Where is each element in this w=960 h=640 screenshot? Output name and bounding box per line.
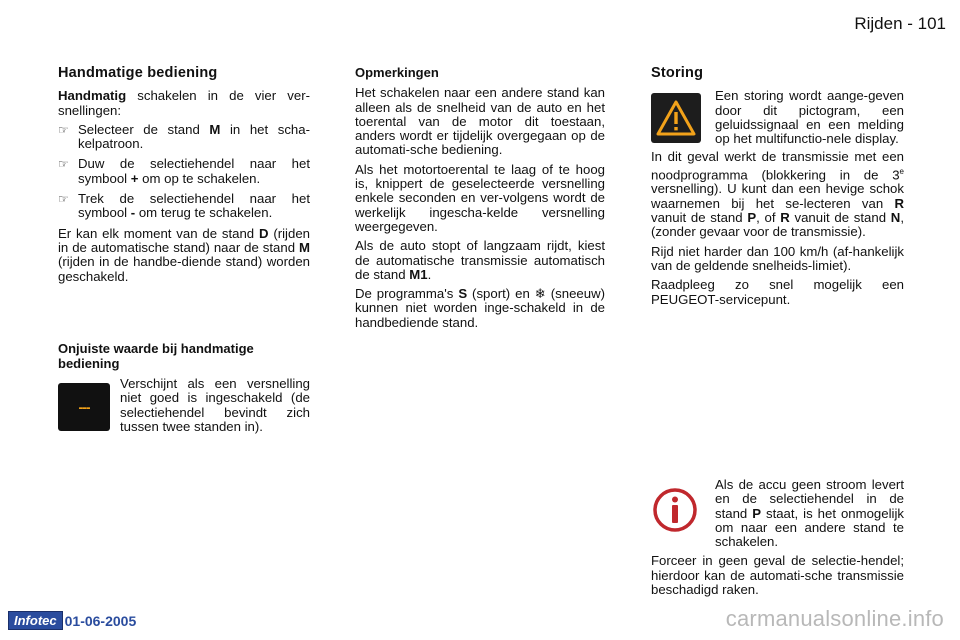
para-text: Als de auto stopt of langzaam rijdt, kiest de automatische transmissie automatisch de stand	[355, 238, 605, 282]
para-text: .	[427, 266, 432, 282]
pointing-hand-icon: ☞	[58, 157, 69, 172]
remarks-paragraph	[355, 287, 605, 330]
info-circle-icon	[651, 486, 699, 534]
para-bold: S	[458, 286, 468, 302]
fault-warning-text: Een storing wordt aange-geven door dit pictogram, een geluidssignaal en een melding op het multifunctio-nele display.	[715, 88, 904, 147]
snowflake-icon: ❄	[534, 286, 546, 302]
remarks-paragraph	[355, 239, 605, 282]
watermark: carmanualsonline.info	[725, 606, 944, 631]
para-text: In dit geval werkt de transmissie met een noodprogramma (blokkering in de 3	[651, 149, 904, 183]
manual-paragraph	[58, 227, 310, 284]
pointing-hand-icon: ☞	[58, 122, 69, 137]
wrong-gear-text: Verschijnt als een versnelling niet goed is ingeschakeld (de selectiehendel bevindt zich tussen twee standen in).	[120, 376, 310, 434]
intro-text: schakelen in de vier ver-snellingen:	[58, 88, 310, 118]
fault-warning-block	[651, 89, 904, 146]
intro-bold: Handmatig	[58, 88, 127, 104]
fault-paragraph: Rijd niet harder dan 100 km/h (af-hankelijk van de geldende snelheids-limiet).	[651, 243, 904, 273]
para-text: vanuit de stand	[651, 210, 748, 226]
section-heading-remarks: Opmerkingen	[355, 65, 439, 80]
pointing-hand-icon: ☞	[58, 192, 69, 207]
middle-column	[355, 66, 605, 335]
fault-paragraph	[651, 150, 904, 239]
bullet-text: om op te schakelen.	[138, 170, 261, 186]
wrong-gear-icon-text: ---	[78, 399, 90, 415]
footer-date: 01-06-2005	[64, 612, 137, 629]
list-item	[58, 123, 310, 152]
para-text: (sneeuw) kunnen niet worden inge-schakeld in de handbediende stand.	[355, 286, 606, 330]
list-item	[58, 192, 310, 221]
para-text: , of	[756, 210, 781, 226]
section-heading-wrong-gear: Onjuiste waarde bij handmatige bediening	[58, 341, 254, 371]
bullet-text: Trek de selectiehendel naar het symbool	[78, 191, 310, 221]
battery-info-block	[651, 478, 904, 597]
para-bold: N	[890, 210, 901, 226]
wrong-gear-icon	[58, 383, 110, 431]
para-bold: R	[780, 210, 790, 226]
para-bold: P	[747, 210, 757, 226]
bullet-bold: +	[130, 170, 139, 186]
bullet-text: om terug te schakelen.	[135, 205, 273, 221]
wrong-gear-section	[58, 341, 310, 434]
bullet-bold: -	[130, 205, 136, 221]
remarks-paragraph: Als het motortoerental te laag of te hoog is, knippert de geselecteerde versnelling enkele seconden en ver-volgens wordt de werkelijk ingescha-kelde versnelling weergegeven.	[355, 161, 605, 234]
para-bold: R	[894, 195, 904, 211]
para-text: (sport) en	[467, 286, 535, 302]
section-heading-fault: Storing	[651, 65, 704, 81]
para-text: versnelling). U kunt dan een hevige schok waarnemen bij het se-lecteren van	[651, 181, 904, 211]
remarks-paragraph: Het schakelen naar een andere stand kan alleen als de snelheid van de auto en het toerental van de motor dit toestaan, anders wordt er tijdelijk overgegaan op de automati-sche bediening.	[355, 85, 605, 158]
bullet-text: Selecteer de stand	[78, 121, 210, 137]
warning-triangle-icon	[651, 93, 701, 143]
para-text: staat, is het onmogelijk om naar een andere stand te schakelen.	[715, 505, 904, 550]
left-column	[58, 66, 310, 289]
para-text: Er kan elk moment van de stand	[58, 225, 259, 241]
right-column	[651, 66, 904, 312]
para-text: (rijden in de automatische stand) naar de stand	[58, 225, 310, 255]
para-bold: D	[258, 225, 269, 241]
para-text: (rijden in de handbe-diende stand) worden geschakeld.	[58, 254, 310, 284]
battery-info-text	[715, 478, 904, 549]
bullet-text: in het scha-kelpatroon.	[78, 121, 310, 152]
para-bold: P	[752, 505, 762, 521]
footer	[8, 611, 136, 630]
para-bold: M	[299, 239, 310, 255]
para-text: De programma's	[355, 286, 459, 302]
para-text: vanuit de stand	[789, 210, 891, 226]
wrong-gear-block	[58, 377, 310, 434]
page-title: Rijden - 101	[854, 14, 946, 33]
battery-warning-paragraph: Forceer in geen geval de selectie-hendel; hierdoor kan de automati-sche transmissie beschadigd raken.	[651, 553, 904, 598]
battery-info-row	[651, 478, 904, 549]
bullet-bold: M	[209, 121, 221, 137]
para-sup: e	[899, 166, 904, 176]
para-text: , (zonder gevaar voor de transmissie).	[651, 210, 904, 240]
fault-paragraph: Raadpleeg zo snel mogelijk een PEUGEOT-servicepunt.	[651, 277, 904, 307]
bullet-text: Duw de selectiehendel naar het symbool	[78, 156, 310, 186]
infotec-logo: Infotec	[8, 611, 63, 630]
list-item	[58, 157, 310, 186]
intro-paragraph	[58, 89, 310, 118]
section-heading-manual: Handmatige bediening	[58, 65, 218, 81]
para-bold: M1	[409, 266, 428, 282]
para-text: Als de accu geen stroom levert en de selectiehendel in de stand	[715, 477, 904, 521]
